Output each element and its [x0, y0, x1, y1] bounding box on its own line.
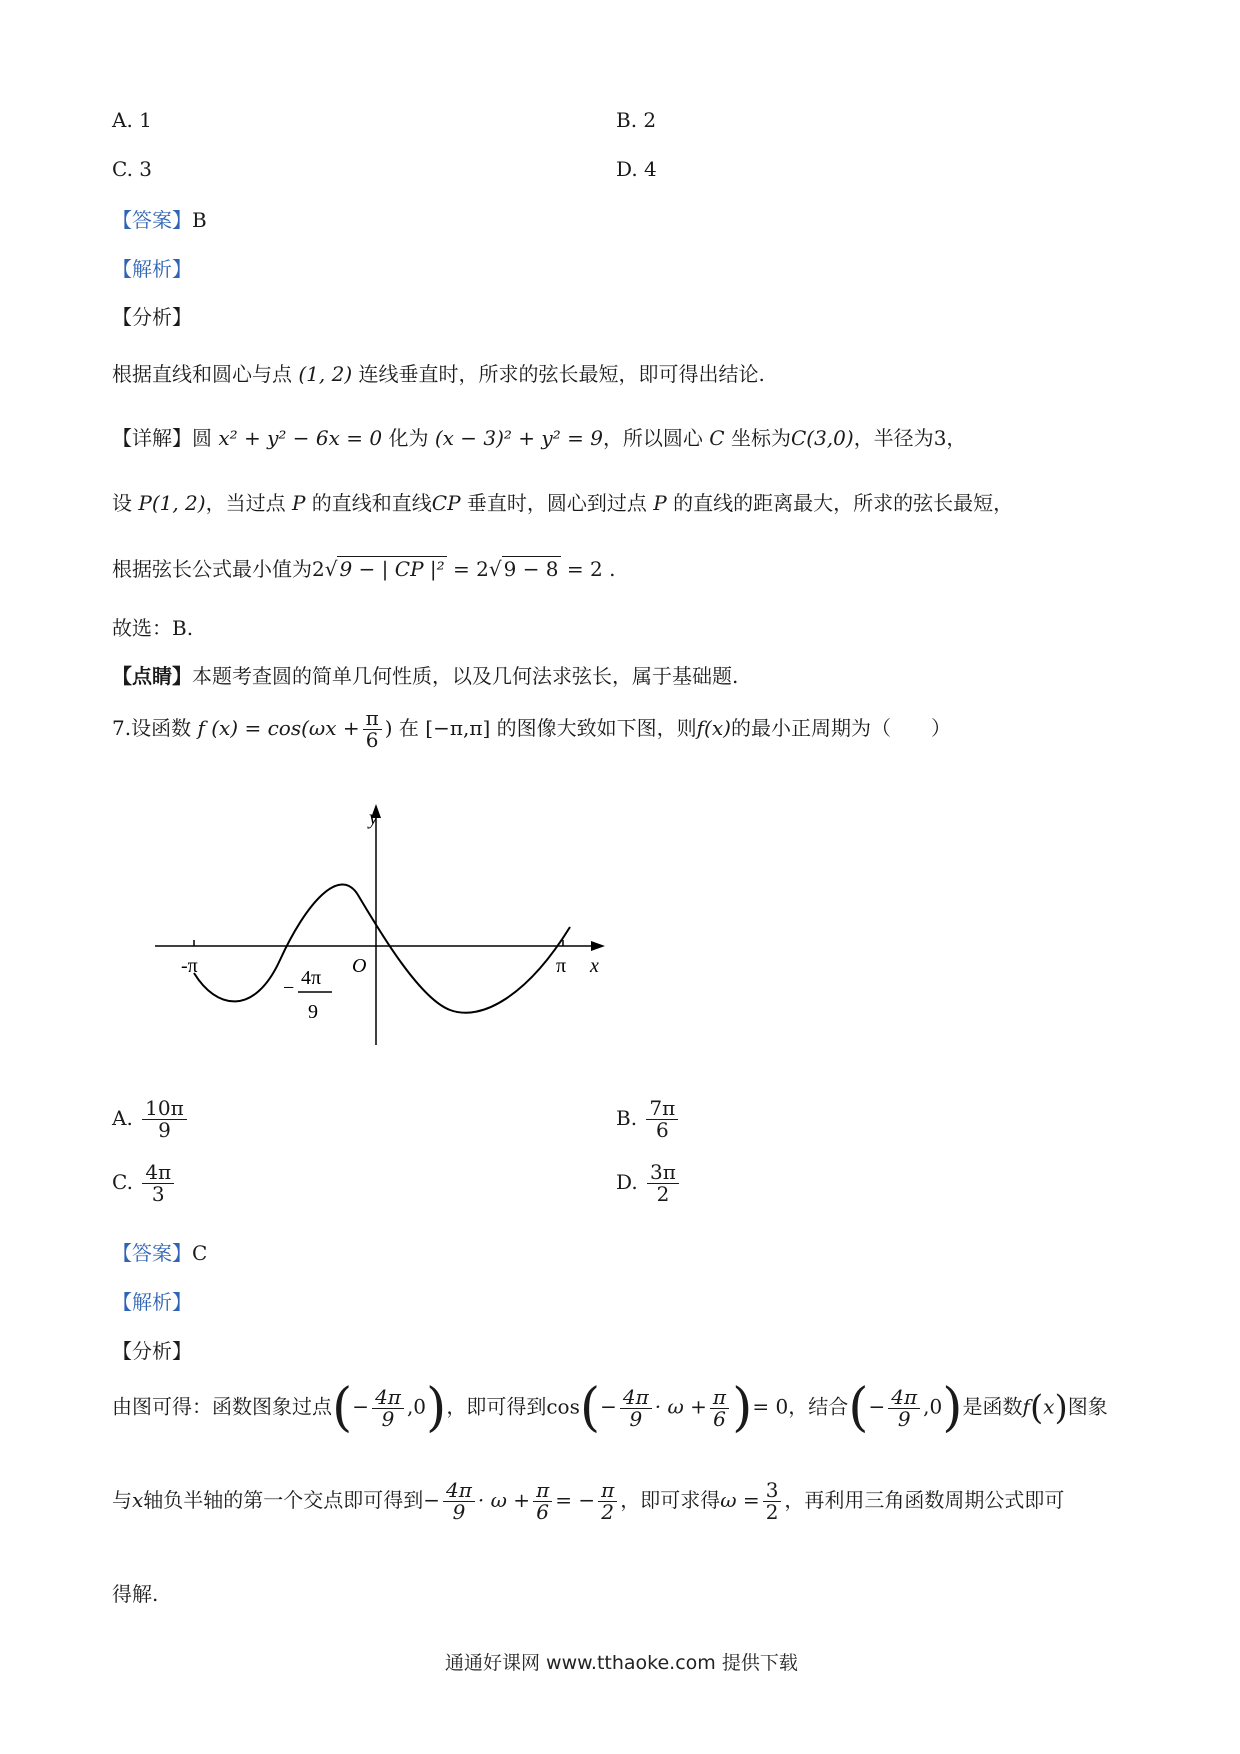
answer-value: C — [192, 1241, 208, 1265]
option-letter: C. — [112, 1170, 133, 1194]
option-letter: B. — [616, 1106, 638, 1130]
text: ，半径为 — [853, 426, 934, 450]
q6-fenxi-text — [112, 358, 765, 387]
math-expr: · ω + — [654, 1394, 707, 1419]
detail-label: 【详解】 — [112, 426, 192, 450]
paren-right: ) — [426, 1378, 447, 1438]
text: 根据直线和圆心与点 — [112, 362, 292, 386]
text: 的图像大致如下图，则 — [496, 716, 697, 740]
paren-right: ) — [732, 1378, 753, 1438]
frac-den: 6 — [655, 1118, 669, 1142]
text: 根据弦长公式最小值为 — [112, 557, 312, 581]
frac-num: 4π — [443, 1480, 475, 1502]
paren-left: ( — [1029, 1388, 1044, 1428]
q7-option-d — [616, 1162, 682, 1205]
math-var: C — [709, 426, 725, 450]
option-fraction — [142, 1098, 187, 1141]
neg-pi-label: -π — [181, 955, 198, 977]
option-fraction — [647, 1162, 679, 1205]
frac-num: 3π — [647, 1162, 679, 1184]
text: 与 — [112, 1488, 132, 1512]
math-func: f — [1022, 1394, 1030, 1419]
q7-stem — [112, 708, 951, 751]
dianjing-label: 【点睛】 — [112, 664, 192, 688]
frac-den: 3 — [151, 1182, 165, 1206]
frac-num: 3 — [763, 1480, 782, 1502]
frac-den: 9 — [629, 1406, 643, 1431]
zero-label-den: 9 — [308, 1001, 318, 1023]
answer-label: 【答案】 — [112, 208, 192, 232]
math-sign: − — [423, 1488, 441, 1512]
q6-choose: 故选：B. — [112, 616, 194, 640]
q6-detail-line2 — [112, 487, 1013, 516]
frac-num: 4π — [888, 1387, 920, 1409]
q6-option-c: C. 3 — [112, 157, 153, 181]
math-number: 2 — [312, 557, 325, 581]
footer-source: 通通好课网 www.tthaoke.com 提供下载 — [445, 1652, 798, 1674]
math-fraction — [710, 1384, 729, 1431]
frac-num: π — [710, 1387, 729, 1409]
y-axis-label: y — [369, 807, 378, 829]
frac-num: 7π — [646, 1098, 678, 1120]
text: ，即可求得 — [620, 1488, 721, 1512]
text: 设 — [112, 491, 132, 515]
text: 化为 — [388, 426, 429, 450]
frac-den: 6 — [713, 1406, 726, 1431]
math-fraction — [763, 1480, 782, 1523]
zero-label-sign: − — [283, 977, 295, 999]
math-interval: [−π,π] — [425, 716, 491, 740]
math-func: f(x) — [696, 716, 731, 740]
math-sign: − — [600, 1394, 617, 1419]
frac-den: 6 — [365, 728, 379, 752]
math-var: CP — [431, 491, 461, 515]
q7-option-a — [112, 1098, 190, 1141]
text: 7.设函数 — [112, 716, 192, 740]
math-var: x — [1043, 1394, 1055, 1419]
q7-analysis-label: 【解析】 — [112, 1290, 192, 1314]
math-fraction — [443, 1480, 475, 1523]
frac-den: 2 — [601, 1500, 615, 1524]
math-fraction — [620, 1384, 652, 1431]
frac-num: 10π — [142, 1098, 187, 1120]
text: 垂直时，圆心到过点 — [466, 491, 647, 515]
x-axis-label: x — [590, 955, 599, 977]
math-expr: ,0 — [923, 1394, 943, 1419]
function-curve — [194, 884, 570, 1012]
q7-analysis-line3: 得解. — [112, 1582, 159, 1606]
text: 连线垂直时，所求的弦长最短，即可得出结论. — [358, 362, 765, 386]
q6-answer — [112, 204, 207, 233]
math-fraction — [598, 1480, 617, 1523]
math-expr: x² + y² − 6x = 0 — [218, 426, 383, 450]
q6-dianjing — [112, 660, 738, 689]
paren-left: ( — [848, 1378, 869, 1438]
paren-left: ( — [332, 1378, 353, 1438]
frac-den: 2 — [656, 1182, 670, 1206]
math-fraction — [533, 1480, 552, 1523]
frac-num: π — [363, 708, 382, 730]
frac-num: π — [598, 1480, 617, 1502]
math-expr: · ω + — [477, 1488, 531, 1512]
text: 坐标为 — [730, 426, 791, 450]
frac-den: 9 — [897, 1406, 911, 1431]
math-number: 3 — [933, 426, 947, 450]
q7-option-c — [112, 1162, 177, 1205]
option-letter: D. — [616, 1170, 638, 1194]
q7-answer — [112, 1237, 207, 1266]
text: 是函数 — [962, 1394, 1023, 1419]
math-var: x — [132, 1488, 144, 1512]
math-expr: ω = — [720, 1488, 760, 1512]
answer-label: 【答案】 — [112, 1241, 192, 1265]
math-expr: = 2 — [446, 557, 489, 581]
math-func: cos — [546, 1394, 580, 1419]
text: ，结合 — [788, 1394, 849, 1419]
text: 的最小正周期为（ ） — [730, 716, 951, 740]
text: 的直线和直线 — [311, 491, 432, 515]
option-fraction — [646, 1098, 678, 1141]
q6-detail-line3: 根据弦长公式最小值为2√ 9 − | CP |² = 2√ 9 − 8 = 2 . — [112, 557, 616, 581]
origin-label: O — [352, 955, 367, 977]
text: 图象 — [1067, 1394, 1108, 1419]
cosine-graph — [150, 795, 620, 1055]
text: ， — [946, 426, 967, 450]
q7-analysis-line1 — [112, 1378, 1108, 1438]
paren-left: ( — [579, 1378, 601, 1438]
text: ，当过点 — [205, 491, 286, 515]
answer-value: B — [192, 208, 207, 232]
math-sqrt: 9 − | CP |² — [339, 557, 445, 581]
frac-den: 2 — [765, 1500, 779, 1524]
math-sqrt: 9 − 8 — [503, 557, 559, 581]
q6-option-b: B. 2 — [616, 108, 657, 132]
math-fraction — [372, 1384, 404, 1431]
q7-fenxi-label: 【分析】 — [112, 1339, 192, 1363]
math-expr: ,0 — [406, 1394, 427, 1419]
text: ，再利用三角函数周期公式即可 — [784, 1488, 1065, 1512]
paren-right: ) — [942, 1378, 963, 1438]
x-axis-arrow-icon — [591, 941, 605, 951]
text: ) — [384, 716, 393, 740]
math-expr: (x − 3)² + y² = 9 — [434, 426, 603, 450]
q7-option-b — [616, 1098, 681, 1141]
math-expr: = 2 . — [560, 557, 616, 581]
q7-analysis-line2 — [112, 1480, 1064, 1523]
pi-label: π — [556, 955, 567, 977]
text: 在 — [398, 716, 419, 740]
q6-fenxi-label: 【分析】 — [112, 305, 192, 329]
option-fraction — [142, 1162, 174, 1205]
frac-num: 4π — [142, 1162, 174, 1184]
q6-detail-line1 — [112, 422, 966, 451]
q6-analysis-label: 【解析】 — [112, 257, 192, 281]
math-func: f (x) = cos(ωx + — [197, 716, 360, 740]
paren-right: ) — [1054, 1388, 1068, 1428]
math-var: P — [653, 491, 667, 515]
math-sign: − — [352, 1394, 370, 1419]
text: ，即可得到 — [446, 1394, 547, 1419]
math-fraction — [363, 708, 382, 751]
text: ，所以圆心 — [602, 426, 703, 450]
frac-den: 9 — [381, 1406, 395, 1431]
text: 轴负半轴的第一个交点即可得到 — [143, 1488, 424, 1512]
math-expr: = 0 — [752, 1394, 789, 1419]
frac-num: π — [533, 1480, 552, 1502]
text: 由图可得：函数图象过点 — [112, 1394, 332, 1419]
frac-num: 4π — [372, 1387, 404, 1409]
math-var: P — [291, 491, 306, 515]
math-point: P(1, 2) — [138, 491, 206, 515]
option-letter: A. — [112, 1106, 133, 1130]
frac-den: 6 — [536, 1500, 549, 1524]
math-expr: = − — [555, 1488, 596, 1512]
math-fraction — [888, 1384, 920, 1431]
text: 的直线的距离最大，所求的弦长最短， — [673, 491, 1014, 515]
frac-num: 4π — [620, 1387, 652, 1409]
math-point: C(3,0) — [790, 426, 854, 450]
text: 本题考查圆的简单几何性质，以及几何法求弦长，属于基础题. — [192, 664, 739, 688]
frac-den: 9 — [452, 1500, 466, 1524]
math-sign: − — [868, 1394, 886, 1419]
q6-option-d: D. 4 — [616, 157, 657, 181]
text: 圆 — [192, 426, 212, 450]
frac-den: 9 — [158, 1118, 171, 1142]
q6-option-a: A. 1 — [112, 108, 152, 132]
zero-label-num: 4π — [301, 967, 322, 989]
math-point: (1, 2) — [298, 362, 353, 386]
